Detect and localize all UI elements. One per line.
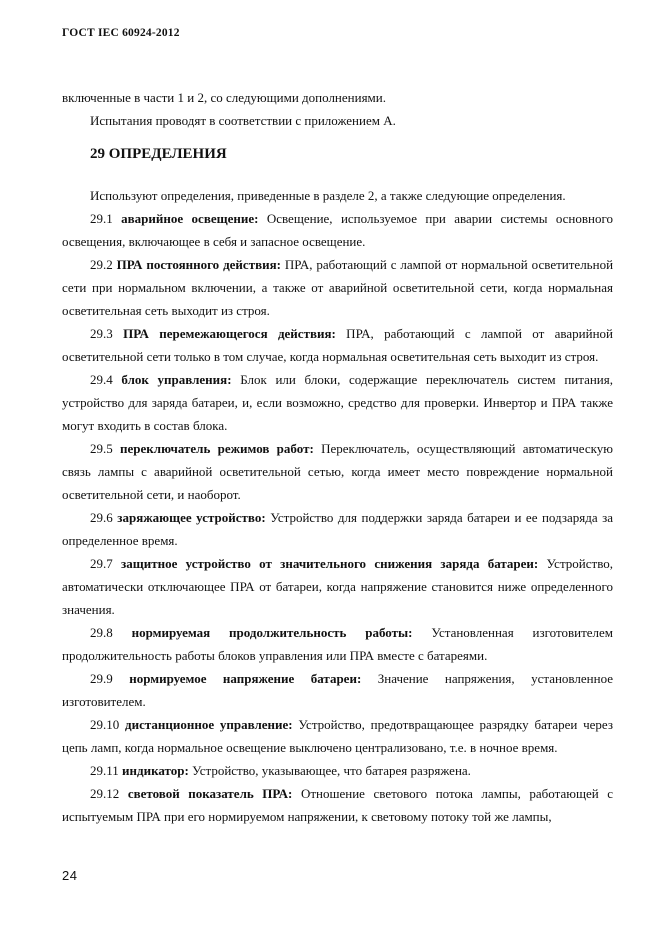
definition-number: 29.1 xyxy=(90,211,122,226)
definition-29-2 xyxy=(62,253,613,322)
definition-number: 29.8 xyxy=(90,625,132,640)
tests-paragraph: Испытания проводят в соответствии с приложением А. xyxy=(90,113,396,128)
definition-text: Переключатель, осуществляющий автоматическую связь лампы с аварийной осветительной сетью, когда имеет место повреждение нормальной осветительной сети, и наоборот. xyxy=(62,441,614,502)
definition-number: 29.5 xyxy=(90,441,121,456)
definition-term: заряжающее устройство: xyxy=(117,510,266,525)
definition-text: ПРА, работающий с лампой от аварийной осветительной сети только в том случае, когда нормальная осветительная сеть выходит из строя. xyxy=(62,326,613,364)
definition-number: 29.11 xyxy=(90,763,123,778)
definition-29-3 xyxy=(62,322,613,368)
definition-term: ПРА перемежающегося действия: xyxy=(123,326,336,341)
document-body xyxy=(62,86,613,828)
continuation-paragraph: включенные в части 1 и 2, со следующими дополнениями. xyxy=(62,90,386,105)
definition-number: 29.7 xyxy=(90,556,122,571)
definition-number: 29.3 xyxy=(90,326,124,341)
definition-term: дистанционное управление: xyxy=(125,717,293,732)
definition-number: 29.10 xyxy=(90,717,126,732)
definition-text: Устройство, указывающее, что батарея разряжена. xyxy=(188,763,471,778)
definition-29-9 xyxy=(62,667,613,713)
section-intro: Используют определения, приведенные в разделе 2, а также следующие определения. xyxy=(90,188,566,203)
page-number: 24 xyxy=(62,868,78,883)
definition-29-6 xyxy=(62,506,613,552)
definition-number: 29.12 xyxy=(90,786,128,801)
definition-number: 29.4 xyxy=(90,372,122,387)
definition-term: аварийное освещение: xyxy=(121,211,259,226)
definition-text: ПРА, работающий с лампой от нормальной осветительной сети при нормальном включении, а также от аварийной осветительной сети, когда нормальная осветительная сеть выходит из строя. xyxy=(62,257,614,318)
definition-29-1 xyxy=(62,207,613,253)
definition-text: Устройство для поддержки заряда батареи и ее подзаряда за определенное время. xyxy=(62,510,614,548)
definition-number: 29.2 xyxy=(90,257,117,272)
document-header: ГОСТ IEC 60924-2012 xyxy=(62,27,180,39)
definition-29-4 xyxy=(62,368,613,437)
definition-29-5 xyxy=(62,437,613,506)
section-title: 29 ОПРЕДЕЛЕНИЯ xyxy=(90,146,227,162)
definition-text: Установленная изготовителем продолжительность работы блоков управления или ПРА вместе с батареями. xyxy=(62,625,614,663)
definition-term: защитное устройство от значительного снижения заряда батареи: xyxy=(121,556,539,571)
definition-text: Устройство, автоматически отключающее ПРА от батареи, когда напряжение становится ниже определенного значения. xyxy=(62,556,614,617)
definition-term: ПРА постоянного действия: xyxy=(116,257,281,272)
definition-29-10 xyxy=(62,713,613,759)
definition-text: Блок или блоки, содержащие переключатель систем питания, устройство для заряда батареи, и, если возможно, средство для проверки. Инвертор и ПРА также могут входить в состав блока. xyxy=(62,372,613,433)
definition-term: переключатель режимов работ: xyxy=(120,441,314,456)
definition-term: блок управления: xyxy=(121,372,232,387)
definition-text: Отношение светового потока лампы, работающей с испытуемым ПРА при его нормируемом напряжении, к световому потоку той же лампы, xyxy=(62,786,614,824)
definition-29-8 xyxy=(62,621,613,667)
definition-text: Освещение, используемое при аварии системы основного освещения, включающее в себя и запасное освещение. xyxy=(62,211,613,249)
definition-text: Устройство, предотвращающее разрядку батареи через цепь ламп, когда нормальное освещение выключено централизовано, т.е. в ночное время. xyxy=(62,717,613,755)
definition-number: 29.9 xyxy=(90,671,130,686)
definition-term: нормируемая продолжительность работы: xyxy=(131,625,413,640)
definition-number: 29.6 xyxy=(90,510,118,525)
definition-29-12 xyxy=(62,782,613,828)
definition-term: нормируемое напряжение батареи: xyxy=(129,671,362,686)
definition-term: индикатор: xyxy=(122,763,189,778)
definition-29-7 xyxy=(62,552,613,621)
definition-29-11 xyxy=(62,759,613,782)
definition-text: Значение напряжения, установленное изготовителем. xyxy=(62,671,613,709)
definition-term: световой показатель ПРА: xyxy=(127,786,293,801)
